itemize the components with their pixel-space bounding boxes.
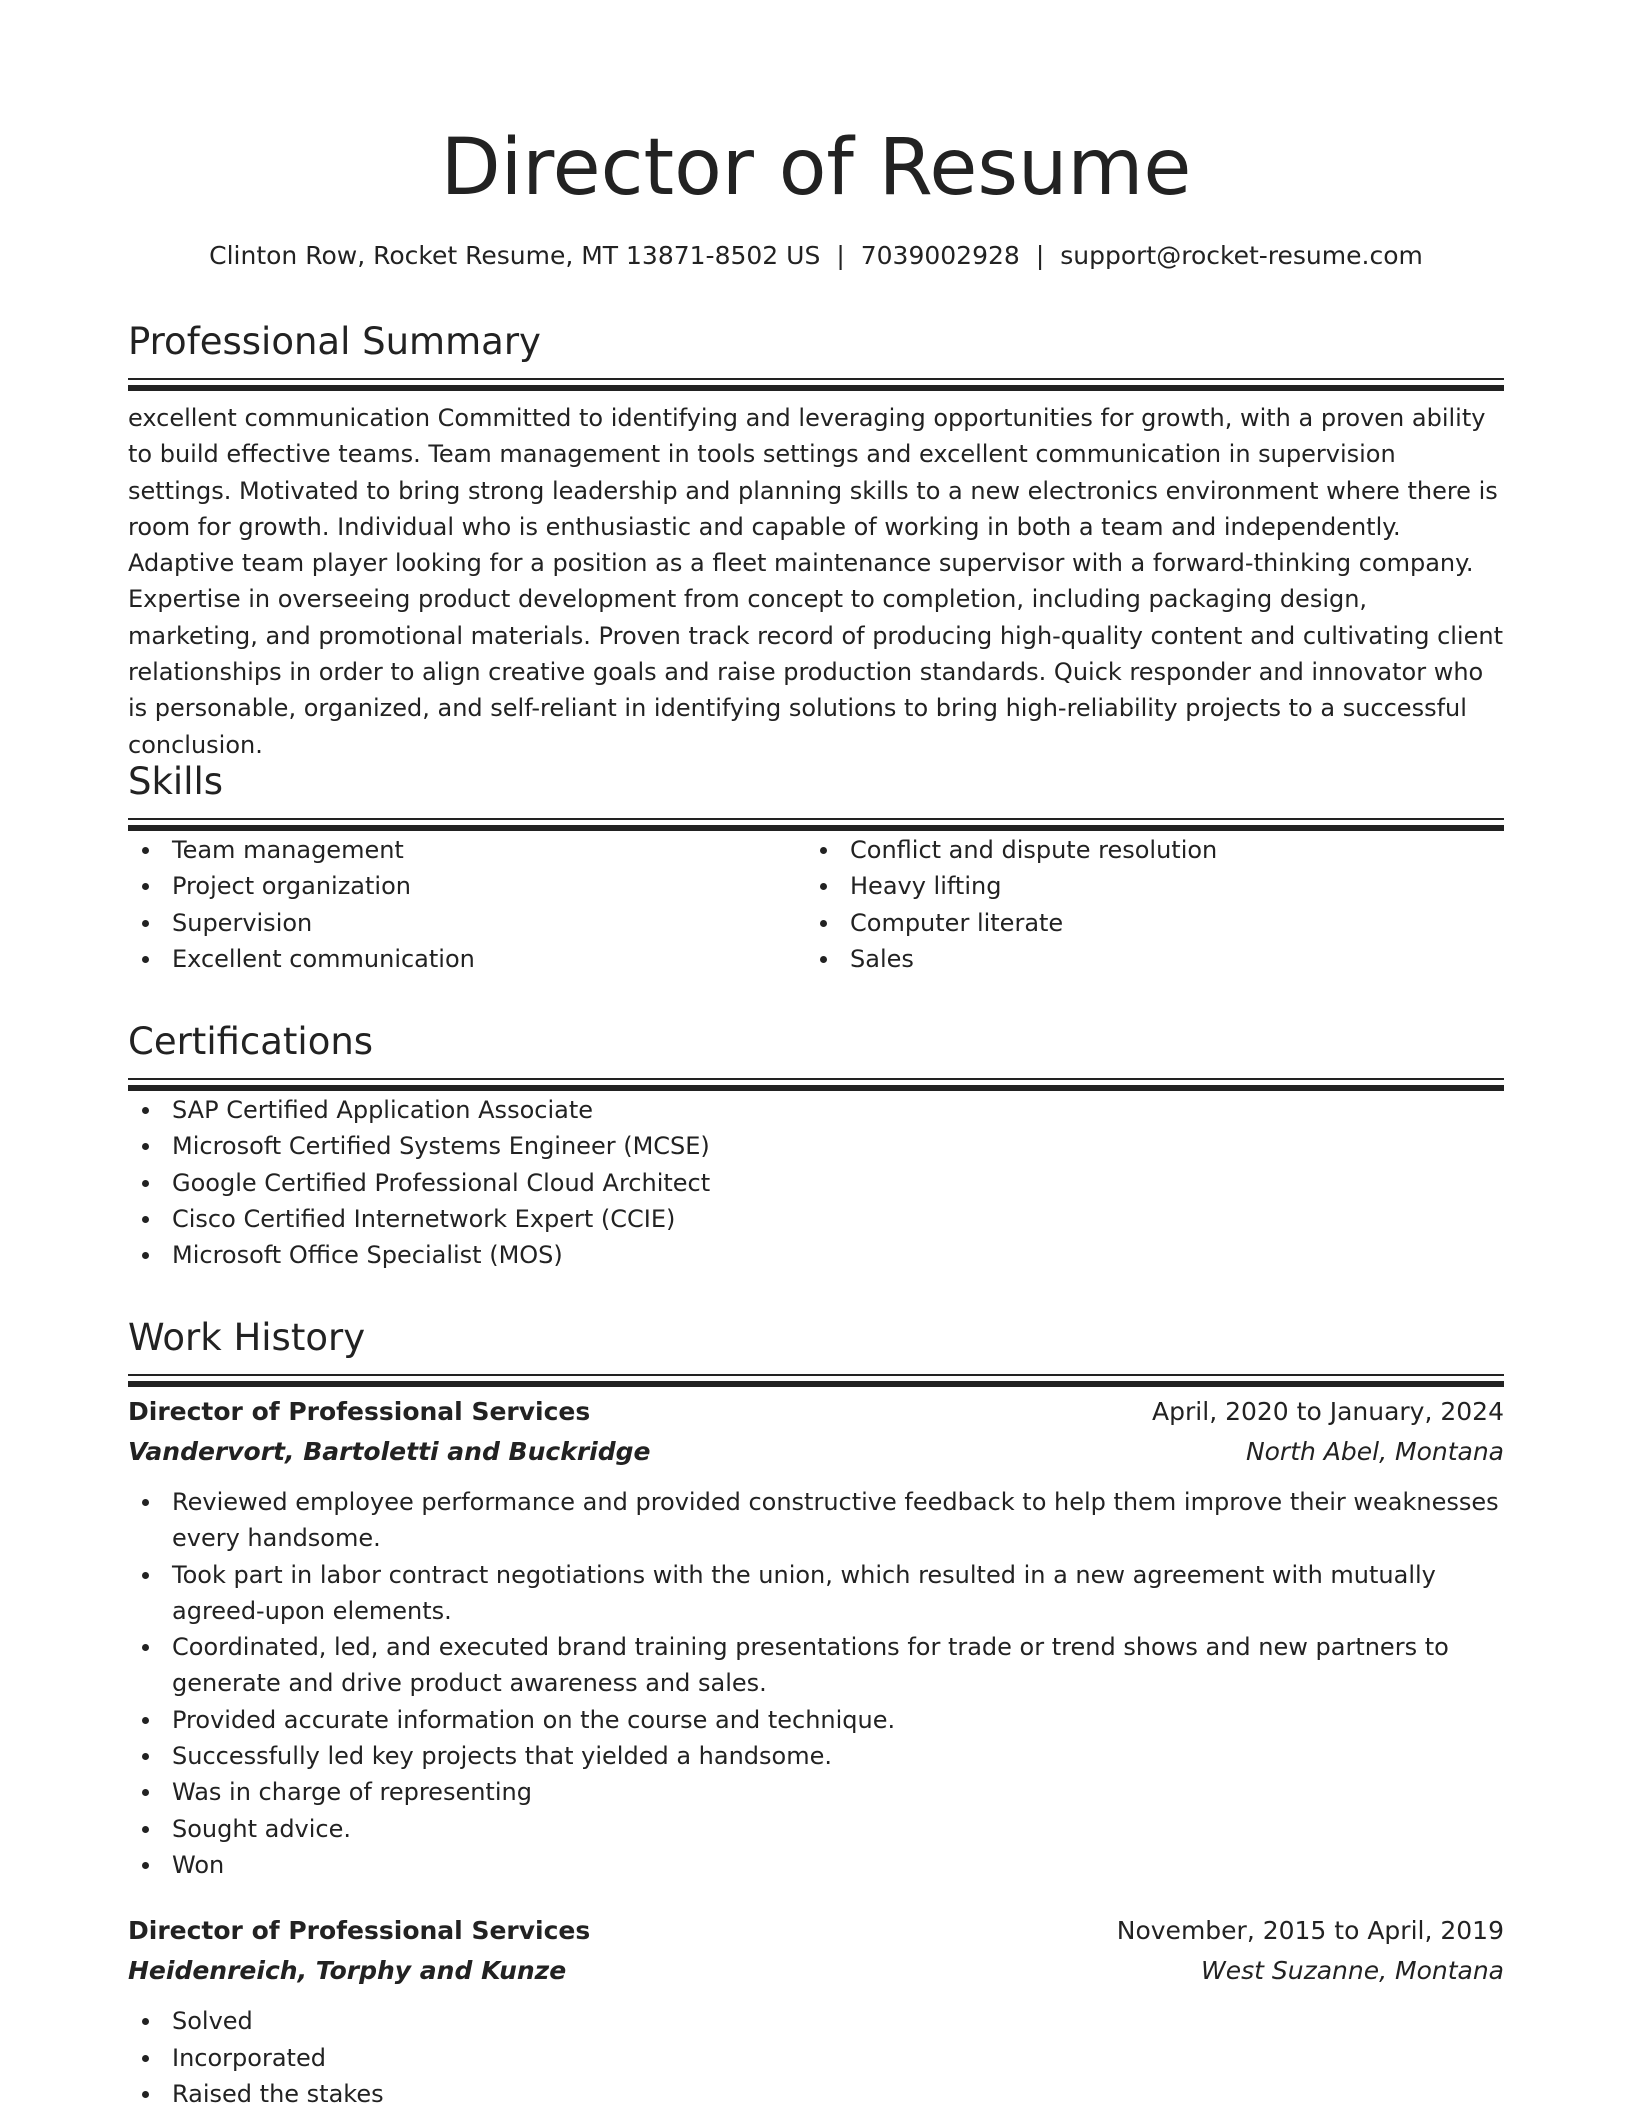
job-title: Director of Professional Services bbox=[128, 1916, 591, 1946]
certifications-heading: Certifications bbox=[128, 1020, 374, 1063]
contact-separator: | bbox=[836, 241, 845, 270]
job-bullet: Reviewed employee performance and provided constructive feedback to help them improve their weaknesses every handsome. bbox=[128, 1484, 1504, 1557]
summary-heading: Professional Summary bbox=[128, 320, 541, 363]
work-history-section bbox=[128, 1314, 1504, 2112]
certification-item: Microsoft Certified Systems Engineer (MCSE) bbox=[128, 1128, 1504, 1164]
certifications-list bbox=[128, 1092, 1504, 1273]
skills-column-left bbox=[128, 832, 806, 977]
skill-item: Supervision bbox=[128, 905, 806, 941]
section-divider bbox=[128, 1078, 1504, 1080]
job-entry bbox=[128, 1392, 1504, 1883]
job-bullet: Took part in labor contract negotiations with the union, which resulted in a new agreement with mutually agreed-upon elements. bbox=[128, 1557, 1504, 1630]
work-history-heading: Work History bbox=[128, 1316, 366, 1359]
skill-item: Project organization bbox=[128, 868, 806, 904]
skills-grid bbox=[128, 832, 1504, 977]
job-dates: April, 2020 to January, 2024 bbox=[1152, 1397, 1504, 1426]
job-dates: November, 2015 to April, 2019 bbox=[1116, 1916, 1504, 1946]
section-divider bbox=[128, 1374, 1504, 1376]
job-bullet: Provided accurate information on the course and technique. bbox=[128, 1702, 1504, 1738]
section-divider bbox=[128, 378, 1504, 380]
contact-address: Clinton Row, Rocket Resume, MT 13871-8502 US bbox=[209, 241, 821, 270]
job-bullet: Successfully led key projects that yielded a handsome. bbox=[128, 1738, 1504, 1774]
contact-separator: | bbox=[1035, 241, 1045, 270]
job-bullet: Sought advice. bbox=[128, 1811, 1504, 1847]
skills-heading: Skills bbox=[128, 760, 224, 803]
job-header bbox=[128, 1392, 1504, 1432]
job-subheader bbox=[128, 1432, 1504, 1472]
certification-item: Microsoft Office Specialist (MOS) bbox=[128, 1237, 1504, 1273]
summary-text: excellent communication Committed to identifying and leveraging opportunities for growth, with a proven ability to build effective teams. Team management in tools settings and excellent communication in supervision settings. Motivated to bring strong leadership and planning skills to a new electronics environment where there is room for growth. Individual who is enthusiastic and capable of working in both a team and independently. Adaptive team player looking for a position as a fleet maintenance supervisor with a forward-thinking company. Expertise in overseeing product development from concept to completion, including packaging design, marketing, and promotional materials. Proven track record of producing high-quality content and cultivating client relationships in order to align creative goals and raise production standards. Quick responder and innovator who is personable, organized, and self-reliant in identifying solutions to bring high-reliability projects to a successful conclusion. bbox=[128, 404, 1503, 759]
job-company: Heidenreich, Torphy and Kunze bbox=[128, 1956, 567, 1986]
contact-phone: 7039002928 bbox=[860, 241, 1020, 270]
certifications-section bbox=[128, 1018, 1504, 1273]
job-bullets bbox=[128, 2003, 1504, 2112]
summary-section bbox=[128, 318, 1504, 763]
skills-section bbox=[128, 758, 1504, 977]
job-title: Director of Professional Services bbox=[128, 1397, 591, 1426]
contact-email: support@rocket-resume.com bbox=[1060, 241, 1423, 270]
job-location: West Suzanne, Montana bbox=[1201, 1956, 1504, 1986]
certification-item: Cisco Certified Internetwork Expert (CCIE) bbox=[128, 1201, 1504, 1237]
skill-item: Conflict and dispute resolution bbox=[806, 832, 1484, 868]
skill-item: Heavy lifting bbox=[806, 868, 1484, 904]
job-bullet: Was in charge of representing bbox=[128, 1774, 1504, 1810]
job-header bbox=[128, 1911, 1504, 1951]
skill-item: Team management bbox=[128, 832, 806, 868]
job-subheader bbox=[128, 1951, 1504, 1991]
skill-item: Computer literate bbox=[806, 905, 1484, 941]
section-divider bbox=[128, 818, 1504, 820]
job-bullet: Raised the stakes bbox=[128, 2076, 1504, 2112]
contact-line bbox=[128, 238, 1504, 274]
job-bullets bbox=[128, 1484, 1504, 1883]
skill-item: Excellent communication bbox=[128, 941, 806, 977]
skills-column-right bbox=[806, 832, 1484, 977]
job-bullet: Coordinated, led, and executed brand training presentations for trade or trend shows and new partners to generate and drive product awareness and sales. bbox=[128, 1629, 1504, 1702]
certification-item: SAP Certified Application Associate bbox=[128, 1092, 1504, 1128]
job-bullet: Solved bbox=[128, 2003, 1504, 2039]
certification-item: Google Certified Professional Cloud Architect bbox=[128, 1165, 1504, 1201]
job-location: North Abel, Montana bbox=[1245, 1437, 1504, 1466]
job-bullet: Won bbox=[128, 1847, 1504, 1883]
skill-item: Sales bbox=[806, 941, 1484, 977]
job-entry bbox=[128, 1911, 1504, 2112]
resume-name: Director of Resume bbox=[440, 123, 1192, 213]
job-company: Vandervort, Bartoletti and Buckridge bbox=[128, 1437, 651, 1466]
job-bullet: Incorporated bbox=[128, 2040, 1504, 2076]
